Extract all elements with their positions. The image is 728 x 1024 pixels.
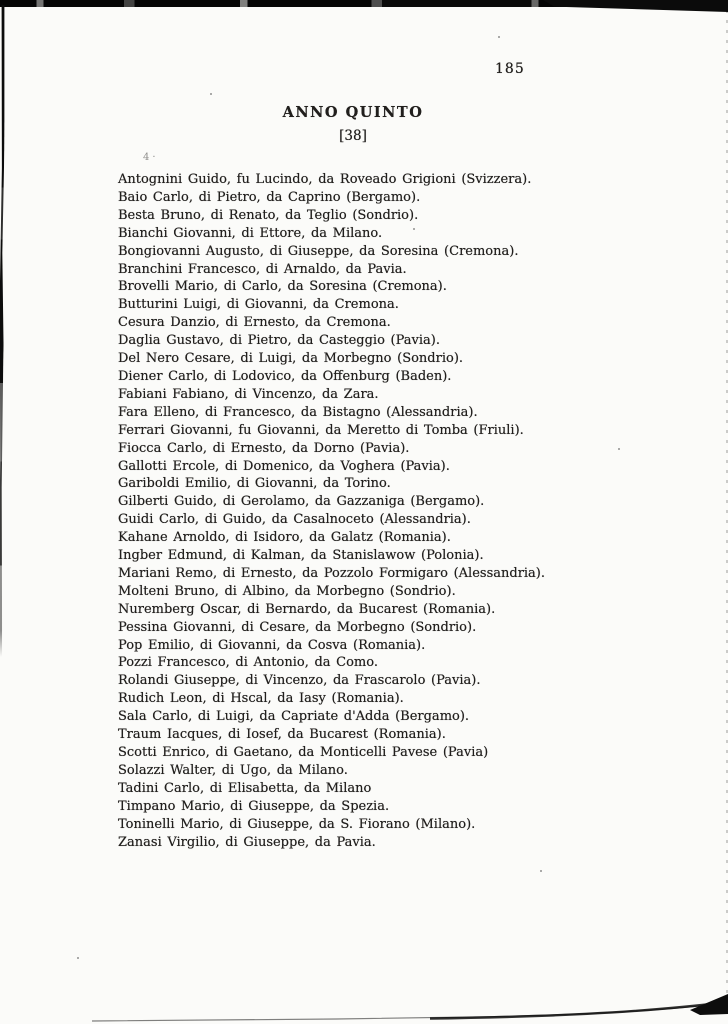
- list-item: Gilberti Guido, di Gerolamo, da Gazzaniga (Bergamo).: [118, 494, 485, 510]
- list-item: Cesura Danzio, di Ernesto, da Cremona.: [118, 315, 391, 331]
- list-item: Traum Iacques, di Iosef, da Bucarest (Romania).: [118, 727, 446, 743]
- list-item: Sala Carlo, di Luigi, da Capriate d'Adda (Bergamo).: [118, 709, 470, 725]
- list-item: Fiocca Carlo, di Ernesto, da Dorno (Pavia).: [118, 440, 410, 456]
- list-item: Solazzi Walter, di Ugo, da Milano.: [118, 762, 348, 778]
- list-item: Scotti Enrico, di Gaetano, da Monticelli Pavese (Pavia): [118, 745, 489, 760]
- list-item: Timpano Mario, di Giuseppe, da Spezia.: [118, 798, 390, 814]
- list-item: Branchini Francesco, di Arnaldo, da Pavia.: [118, 261, 407, 277]
- list-item: Guidi Carlo, di Guido, da Casalnoceto (Alessandria).: [118, 512, 471, 528]
- list-item: Baio Carlo, di Pietro, da Caprino (Bergamo).: [118, 189, 421, 205]
- list-item: Mariani Remo, di Ernesto, da Pozzolo Formigaro (Alessandria).: [118, 565, 546, 581]
- scan-artifact-left-edge: [0, 5, 5, 657]
- list-item: Rolandi Giuseppe, di Vincenzo, da Frascarolo (Pavia).: [118, 673, 481, 689]
- list-item: Gallotti Ercole, di Domenico, da Voghera (Pavia).: [118, 458, 450, 474]
- list-item: Bongiovanni Augusto, di Giuseppe, da Soresina (Cremona).: [118, 243, 519, 259]
- list-item: Besta Bruno, di Renato, da Teglio (Sondrio).: [118, 207, 419, 223]
- list-item: Pop Emilio, di Giovanni, da Cosva (Romania).: [118, 637, 426, 653]
- scan-speck: [540, 870, 542, 872]
- page-number: 185: [495, 61, 525, 77]
- list-item: Ingber Edmund, di Kalman, da Stanislawow (Polonia).: [118, 548, 484, 564]
- page-title: ANNO QUINTO: [282, 104, 424, 121]
- list-item: Molteni Bruno, di Albino, da Morbegno (Sondrio).: [118, 583, 456, 599]
- scan-speck: [498, 36, 500, 38]
- list-item: Zanasi Virgilio, di Giuseppe, da Pavia.: [118, 834, 376, 850]
- scan-speck: [77, 957, 79, 959]
- scan-artifact-bottom-curve: [0, 990, 728, 1024]
- list-item: Toninelli Mario, di Giuseppe, da S. Fiorano (Milano).: [118, 816, 476, 832]
- stray-pencil-mark: 4·: [143, 152, 159, 163]
- list-item: Daglia Gustavo, di Pietro, da Casteggio (Pavia).: [118, 333, 440, 349]
- student-list: [118, 171, 698, 851]
- list-item: Bianchi Giovanni, di Ettore, da Milano.: [118, 225, 383, 241]
- scan-speck: [210, 93, 212, 95]
- list-item: Brovelli Mario, di Carlo, da Soresina (Cremona).: [118, 279, 447, 295]
- list-item: Fara Elleno, di Francesco, da Bistagno (Alessandria).: [118, 404, 478, 420]
- list-item: Diener Carlo, di Lodovico, da Offenburg (Baden).: [118, 368, 452, 384]
- list-item: Rudich Leon, di Hscal, da Iasy (Romania).: [118, 691, 404, 707]
- list-item: Gariboldi Emilio, di Giovanni, da Torino.: [118, 476, 391, 492]
- list-item: Nuremberg Oscar, di Bernardo, da Bucarest (Romania).: [118, 601, 496, 617]
- list-item: Fabiani Fabiano, di Vincenzo, da Zara.: [118, 386, 379, 402]
- student-count: [38]: [339, 128, 367, 144]
- list-item: Pessina Giovanni, di Cesare, da Morbegno (Sondrio).: [118, 619, 477, 635]
- list-item: Ferrari Giovanni, fu Giovanni, da Meretto di Tomba (Friuli).: [118, 422, 524, 438]
- list-item: Antognini Guido, fu Lucindo, da Roveado Grigioni (Svizzera).: [118, 172, 532, 187]
- list-item: Pozzi Francesco, di Antonio, da Como.: [118, 655, 378, 671]
- list-item: Kahane Arnoldo, di Isidoro, da Galatz (Romania).: [118, 530, 451, 546]
- list-item: Butturini Luigi, di Giovanni, da Cremona.: [118, 297, 399, 313]
- list-item: Tadini Carlo, di Elisabetta, da Milano: [118, 780, 372, 796]
- scan-artifact-top-edge: [0, 0, 728, 7]
- list-item: Del Nero Cesare, di Luigi, da Morbegno (Sondrio).: [118, 351, 464, 367]
